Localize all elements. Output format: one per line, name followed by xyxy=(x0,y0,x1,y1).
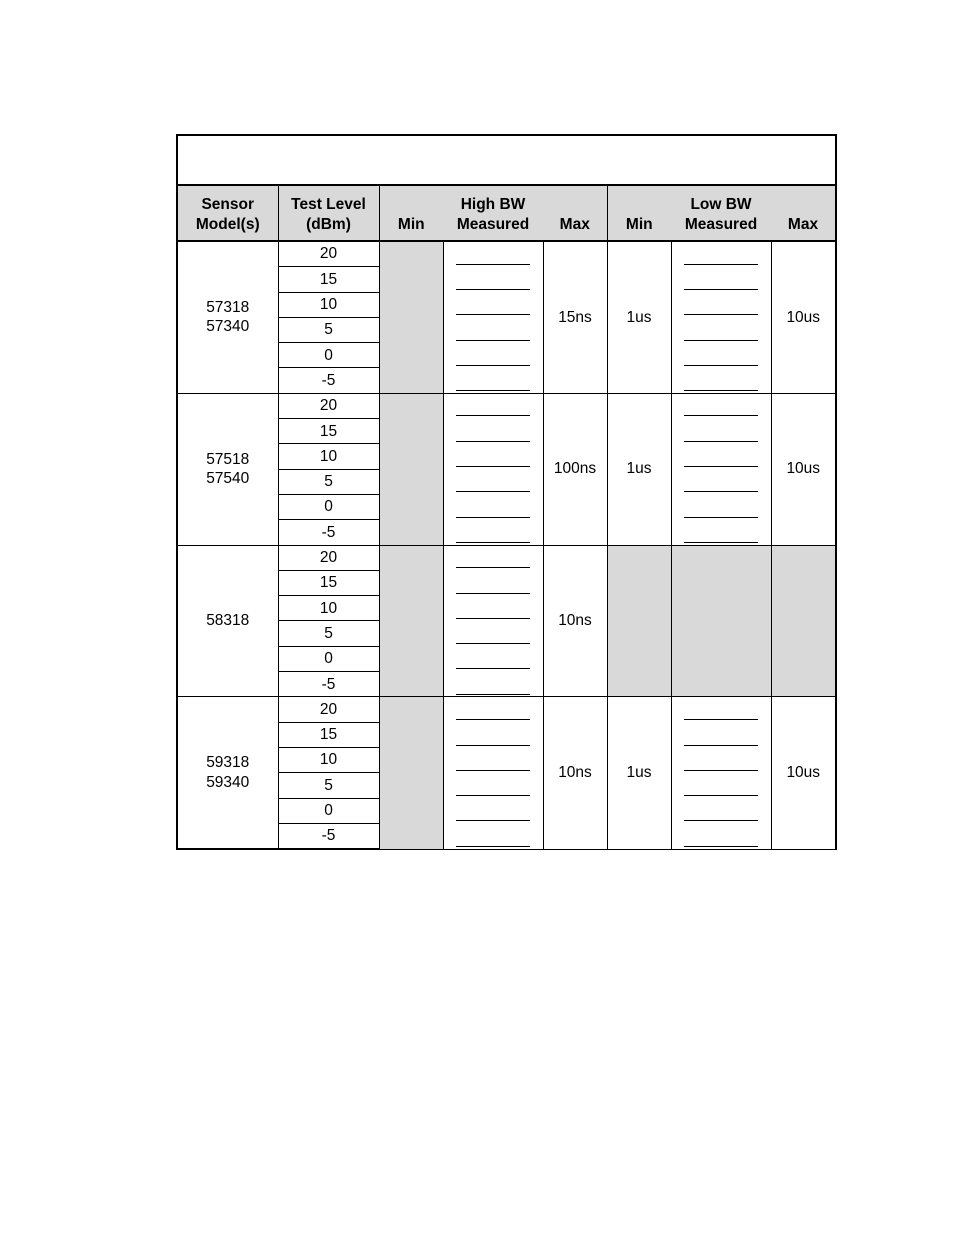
sensor-model: 58318 xyxy=(206,612,250,630)
measurement-blank[interactable] xyxy=(456,669,530,694)
measurement-blank[interactable] xyxy=(456,416,530,441)
sensor-models-cell xyxy=(177,697,278,849)
sensor-models-cell xyxy=(177,545,278,697)
sensor-models-header: Sensor Model(s) xyxy=(177,185,278,241)
test-level-cell: 20 xyxy=(278,545,379,570)
test-level-cell: 5 xyxy=(278,317,379,342)
low-bw-min-header: Min xyxy=(607,185,671,241)
test-level-cell: 10 xyxy=(278,747,379,772)
test-level-cell: 5 xyxy=(278,621,379,646)
high-bw-measured-cell xyxy=(443,697,543,849)
table-row xyxy=(177,545,836,570)
measurement-blank[interactable] xyxy=(684,796,758,821)
header-row xyxy=(177,185,836,241)
high-bw-min-cell xyxy=(379,545,443,697)
sensor-models-cell xyxy=(177,393,278,545)
test-level-cell: 20 xyxy=(278,697,379,722)
high-bw-measured-cell xyxy=(443,393,543,545)
test-level-cell: -5 xyxy=(278,368,379,393)
high-bw-label: High BW xyxy=(460,196,526,214)
measurement-blank[interactable] xyxy=(456,796,530,821)
test-level-cell: -5 xyxy=(278,823,379,849)
measurement-blank[interactable] xyxy=(684,442,758,467)
test-level-cell: 15 xyxy=(278,267,379,292)
measurement-blank[interactable] xyxy=(684,518,758,543)
high-bw-max-cell: 10ns xyxy=(543,545,607,697)
low-bw-min-cell: 1us xyxy=(607,241,671,393)
measurement-blank[interactable] xyxy=(456,395,530,416)
measurement-blank[interactable] xyxy=(456,518,530,543)
test-level-cell: 5 xyxy=(278,773,379,798)
low-bw-max-cell xyxy=(771,545,836,697)
measurement-blank[interactable] xyxy=(456,244,530,265)
measurement-blank[interactable] xyxy=(684,395,758,416)
measurement-blank[interactable] xyxy=(684,244,758,265)
measurement-blank[interactable] xyxy=(456,568,530,593)
test-level-cell: 10 xyxy=(278,292,379,317)
sensor-model: 57340 xyxy=(206,318,250,336)
test-level-cell: 15 xyxy=(278,722,379,747)
low-bw-measured-cell xyxy=(671,241,771,393)
low-bw-measured-header: Low BW Measured xyxy=(671,185,771,241)
test-level-cell: 5 xyxy=(278,469,379,494)
measurement-blank[interactable] xyxy=(684,416,758,441)
high-bw-measured-cell xyxy=(443,545,543,697)
test-level-header: Test Level (dBm) xyxy=(278,185,379,241)
high-bw-max-cell: 15ns xyxy=(543,241,607,393)
measurement-blank[interactable] xyxy=(684,265,758,290)
high-bw-max-cell: 10ns xyxy=(543,697,607,849)
high-bw-max-cell: 100ns xyxy=(543,393,607,545)
measurement-blank[interactable] xyxy=(456,366,530,391)
measurement-blank[interactable] xyxy=(684,771,758,796)
measurement-blank[interactable] xyxy=(456,644,530,669)
high-bw-measured-header: High BW Measured xyxy=(443,185,543,241)
measurement-blank[interactable] xyxy=(456,720,530,745)
measurement-blank[interactable] xyxy=(456,442,530,467)
table-row xyxy=(177,393,836,418)
measurement-blank[interactable] xyxy=(684,746,758,771)
high-bw-min-cell xyxy=(379,393,443,545)
measurement-blank[interactable] xyxy=(684,821,758,846)
test-level-cell: 15 xyxy=(278,570,379,595)
test-level-cell: -5 xyxy=(278,520,379,545)
measurement-blank[interactable] xyxy=(456,619,530,644)
measurement-blank[interactable] xyxy=(684,720,758,745)
high-bw-max-header: Max xyxy=(543,185,607,241)
table-row xyxy=(177,241,836,267)
test-level-cell: 15 xyxy=(278,419,379,444)
measurement-blank[interactable] xyxy=(456,341,530,366)
measurement-blank[interactable] xyxy=(456,699,530,720)
test-level-cell: 0 xyxy=(278,798,379,823)
sensor-model: 57318 xyxy=(206,299,250,317)
high-bw-min-header: Min xyxy=(379,185,443,241)
low-bw-label: Low BW xyxy=(690,196,752,214)
low-bw-min-cell xyxy=(607,545,671,697)
measurement-blank[interactable] xyxy=(684,467,758,492)
measurement-blank[interactable] xyxy=(456,492,530,517)
high-bw-min-cell xyxy=(379,241,443,393)
measurement-blank[interactable] xyxy=(684,315,758,340)
low-bw-min-cell: 1us xyxy=(607,697,671,849)
low-bw-max-cell: 10us xyxy=(771,697,836,849)
measurement-blank[interactable] xyxy=(456,315,530,340)
sensor-model: 57518 xyxy=(206,450,250,468)
test-level-cell: 10 xyxy=(278,444,379,469)
low-bw-max-header: Max xyxy=(771,185,836,241)
measurement-blank[interactable] xyxy=(456,771,530,796)
measurement-blank[interactable] xyxy=(684,699,758,720)
low-bw-max-cell: 10us xyxy=(771,393,836,545)
measurement-blank[interactable] xyxy=(456,594,530,619)
test-level-cell: 10 xyxy=(278,596,379,621)
measurement-blank[interactable] xyxy=(684,341,758,366)
test-level-cell: 0 xyxy=(278,494,379,519)
high-bw-min-cell xyxy=(379,697,443,849)
low-bw-measured-cell xyxy=(671,545,771,697)
low-bw-measured-cell xyxy=(671,697,771,849)
test-level-cell: 20 xyxy=(278,393,379,418)
sensor-models-cell xyxy=(177,241,278,393)
low-bw-measured-cell xyxy=(671,393,771,545)
sensor-model: 57540 xyxy=(206,470,250,488)
low-bw-min-cell: 1us xyxy=(607,393,671,545)
measurement-blank[interactable] xyxy=(684,290,758,315)
measurement-blank[interactable] xyxy=(456,290,530,315)
measurement-blank[interactable] xyxy=(456,265,530,290)
test-level-cell: 0 xyxy=(278,646,379,671)
test-level-cell: -5 xyxy=(278,672,379,697)
sensor-model: 59340 xyxy=(206,773,250,791)
test-level-cell: 20 xyxy=(278,241,379,267)
measurement-blank[interactable] xyxy=(456,821,530,846)
test-level-cell: 0 xyxy=(278,343,379,368)
rise-time-test-table xyxy=(176,134,837,850)
low-bw-max-cell: 10us xyxy=(771,241,836,393)
measurement-blank[interactable] xyxy=(684,492,758,517)
table-title xyxy=(177,135,836,185)
measurement-blank[interactable] xyxy=(684,366,758,391)
measurement-blank[interactable] xyxy=(456,467,530,492)
table-row xyxy=(177,697,836,722)
sensor-model: 59318 xyxy=(206,754,250,772)
high-bw-measured-cell xyxy=(443,241,543,393)
measurement-blank[interactable] xyxy=(456,746,530,771)
measurement-blank[interactable] xyxy=(456,547,530,568)
